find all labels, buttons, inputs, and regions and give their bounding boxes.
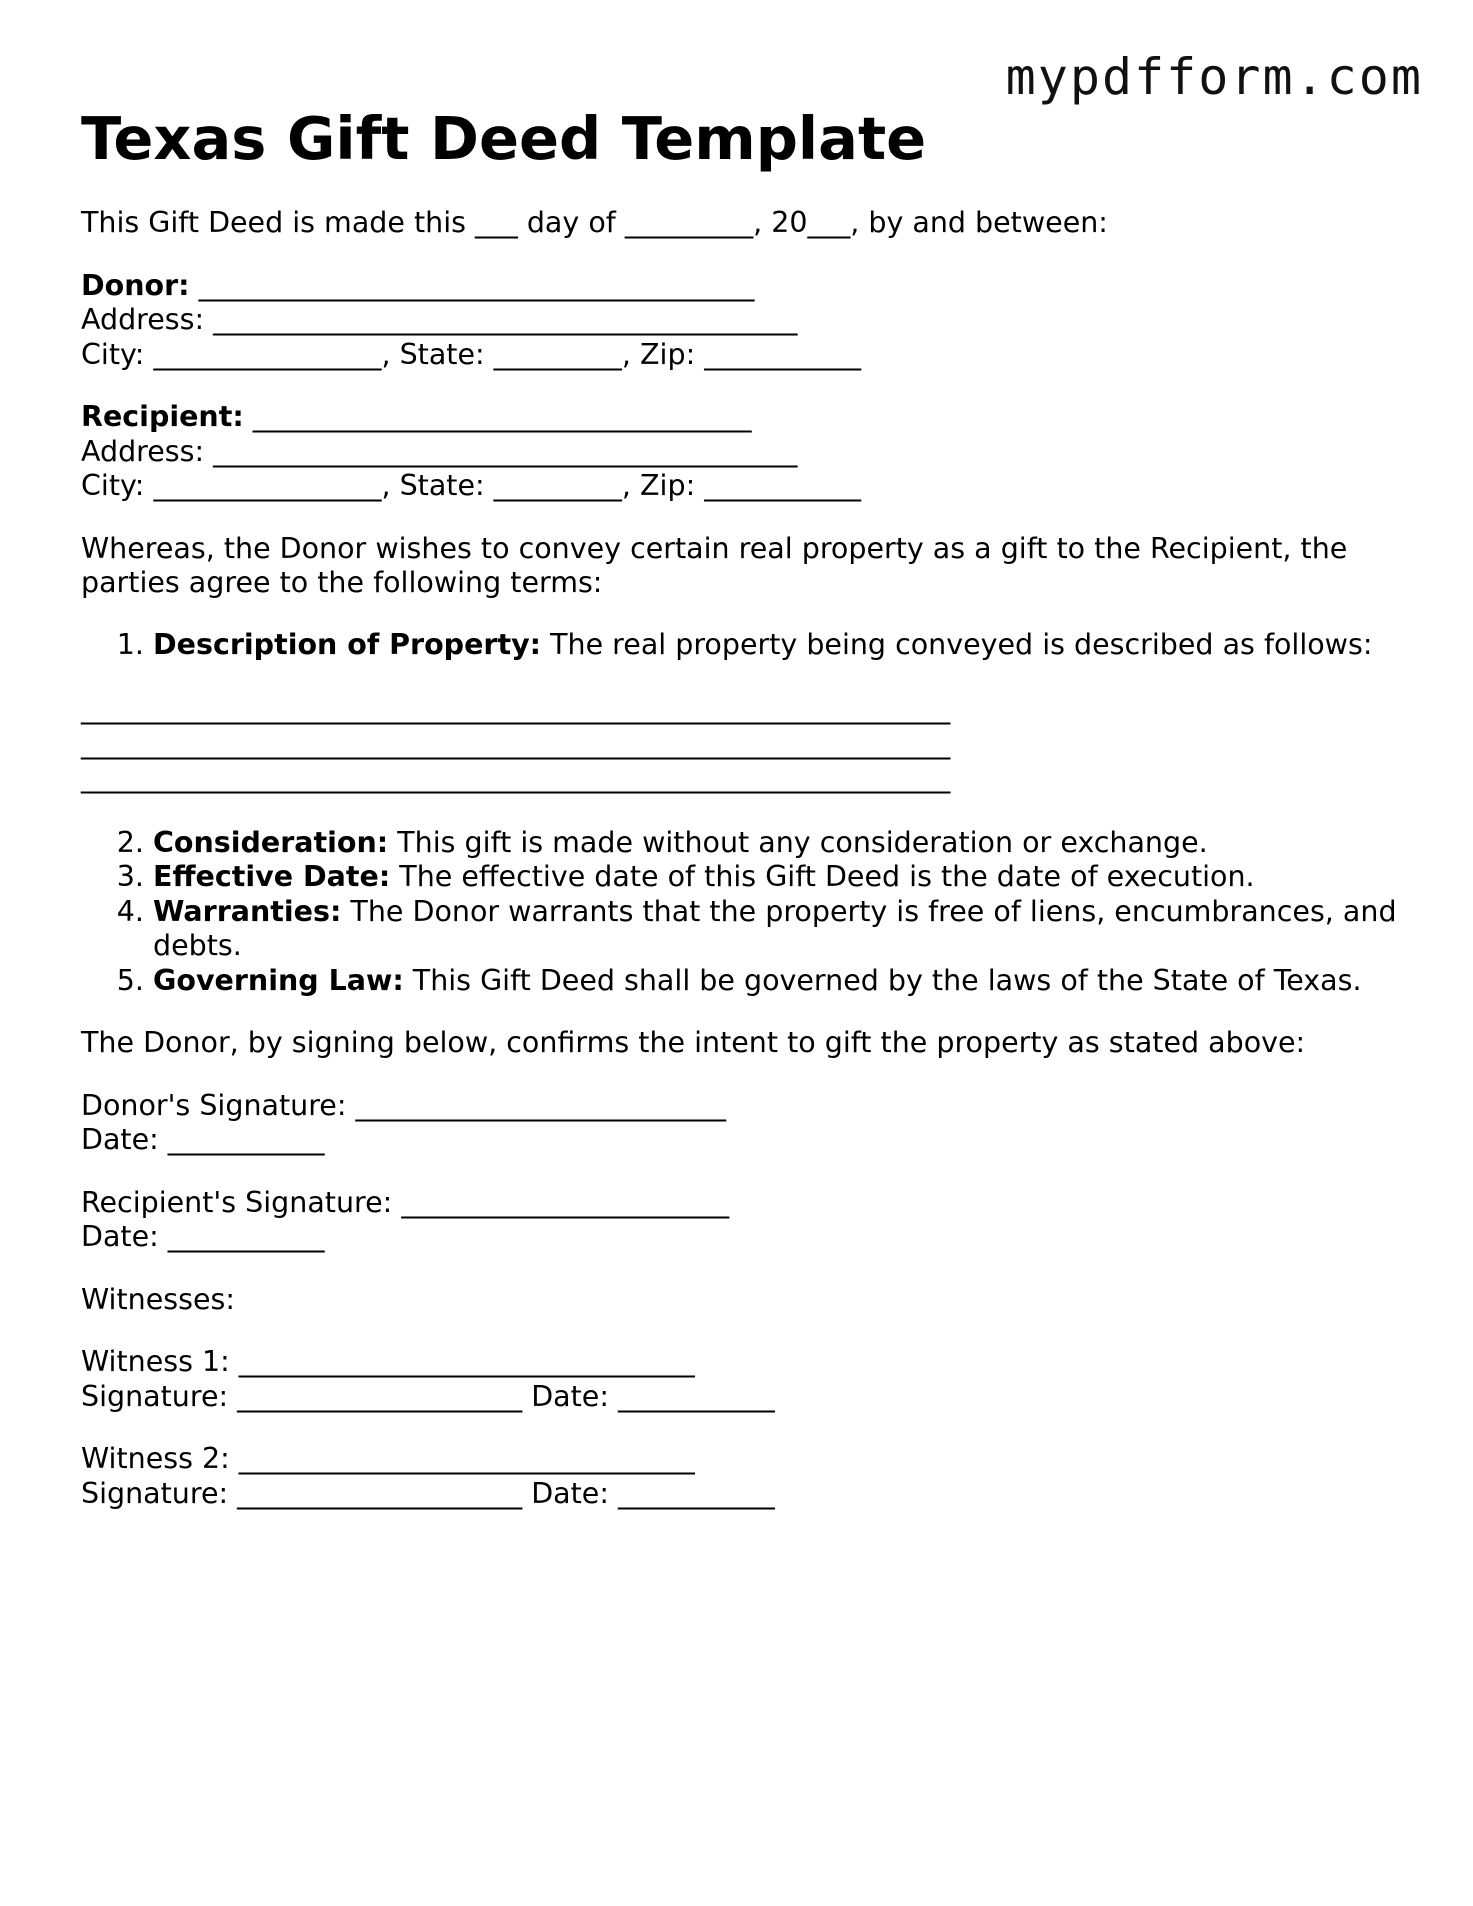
document-page: [81, 98, 1401, 1511]
donor-date-line: Date: ___________: [81, 1123, 325, 1156]
recipient-signature-block: [81, 1186, 1401, 1255]
term-label: Consideration:: [153, 825, 389, 859]
donor-section: [81, 269, 1401, 373]
donor-label: Donor:: [81, 268, 190, 302]
term-governing-law: [153, 964, 1401, 999]
recipient-section: [81, 400, 1401, 504]
witness-2-name-line: Witness 2: ________________________________: [81, 1442, 695, 1475]
intro-line: This Gift Deed is made this ___ day of _________, 20___, by and between:: [81, 206, 1108, 239]
witness-2-signature-line: Signature: ____________________ Date: ___________: [81, 1476, 775, 1510]
witnesses-heading: Witnesses:: [81, 1282, 235, 1316]
term-label: Effective Date:: [153, 860, 391, 893]
term-text: This gift is made without any consideration or exchange.: [388, 825, 1208, 859]
term-text: The Donor warrants that the property is free of liens, encumbrances, and debts.: [153, 894, 1397, 962]
term-warranties: [153, 895, 1401, 964]
term-effective-date: [153, 860, 1401, 895]
recipient-city-line: City: ________________, State: _________, Zip: ___________: [81, 469, 861, 502]
donor-signature-line: Donor's Signature: __________________________: [81, 1088, 726, 1122]
whereas-paragraph: Whereas, the Donor wishes to convey certain real property as a gift to the Recipient, the parties agree to the following terms:: [81, 531, 1348, 599]
property-line: _____________________________________________________________: [81, 761, 951, 794]
recipient-address-line: Address: _________________________________________: [81, 434, 798, 468]
donor-address-line: Address: _________________________________________: [81, 303, 798, 336]
confirm-paragraph: The Donor, by signing below, confirms the intent to gift the property as stated above:: [81, 1026, 1306, 1059]
recipient-label: Recipient:: [81, 400, 244, 433]
terms-list-part-2: [81, 826, 1401, 999]
term-label: Description of Property:: [153, 627, 542, 661]
recipient-name-line: [81, 400, 1401, 435]
witness-2-block: [81, 1442, 1401, 1511]
term-description-of-property: [153, 628, 1401, 663]
terms-list-part-1: [81, 628, 1401, 663]
recipient-name-blank: ___________________________________: [243, 400, 752, 433]
page-title: Texas Gift Deed Template: [81, 104, 927, 173]
recipient-signature-line: Recipient's Signature: _______________________: [81, 1185, 730, 1219]
term-text: The effective date of this Gift Deed is the date of execution.: [390, 860, 1255, 893]
donor-signature-block: [81, 1089, 1401, 1158]
property-description-lines: [81, 692, 1401, 796]
term-label: Warranties:: [153, 894, 342, 928]
donor-city-line: City: ________________, State: _________, Zip: ___________: [81, 337, 861, 371]
term-text: This Gift Deed shall be governed by the laws of the State of Texas.: [403, 963, 1362, 997]
recipient-date-line: Date: ___________: [81, 1220, 325, 1253]
donor-name-line: [81, 269, 1401, 304]
witness-1-signature-line: Signature: ____________________ Date: ___________: [81, 1379, 775, 1413]
term-consideration: [153, 826, 1401, 861]
term-label: Governing Law:: [153, 963, 404, 997]
witness-1-name-line: Witness 1: ________________________________: [81, 1345, 695, 1378]
donor-name-blank: _______________________________________: [189, 268, 755, 302]
property-line: _____________________________________________________________: [81, 726, 951, 760]
watermark: mypdfform.com: [1005, 48, 1423, 106]
property-line: _____________________________________________________________: [81, 692, 951, 725]
witness-1-block: [81, 1345, 1401, 1414]
term-text: The real property being conveyed is described as follows:: [541, 627, 1373, 661]
